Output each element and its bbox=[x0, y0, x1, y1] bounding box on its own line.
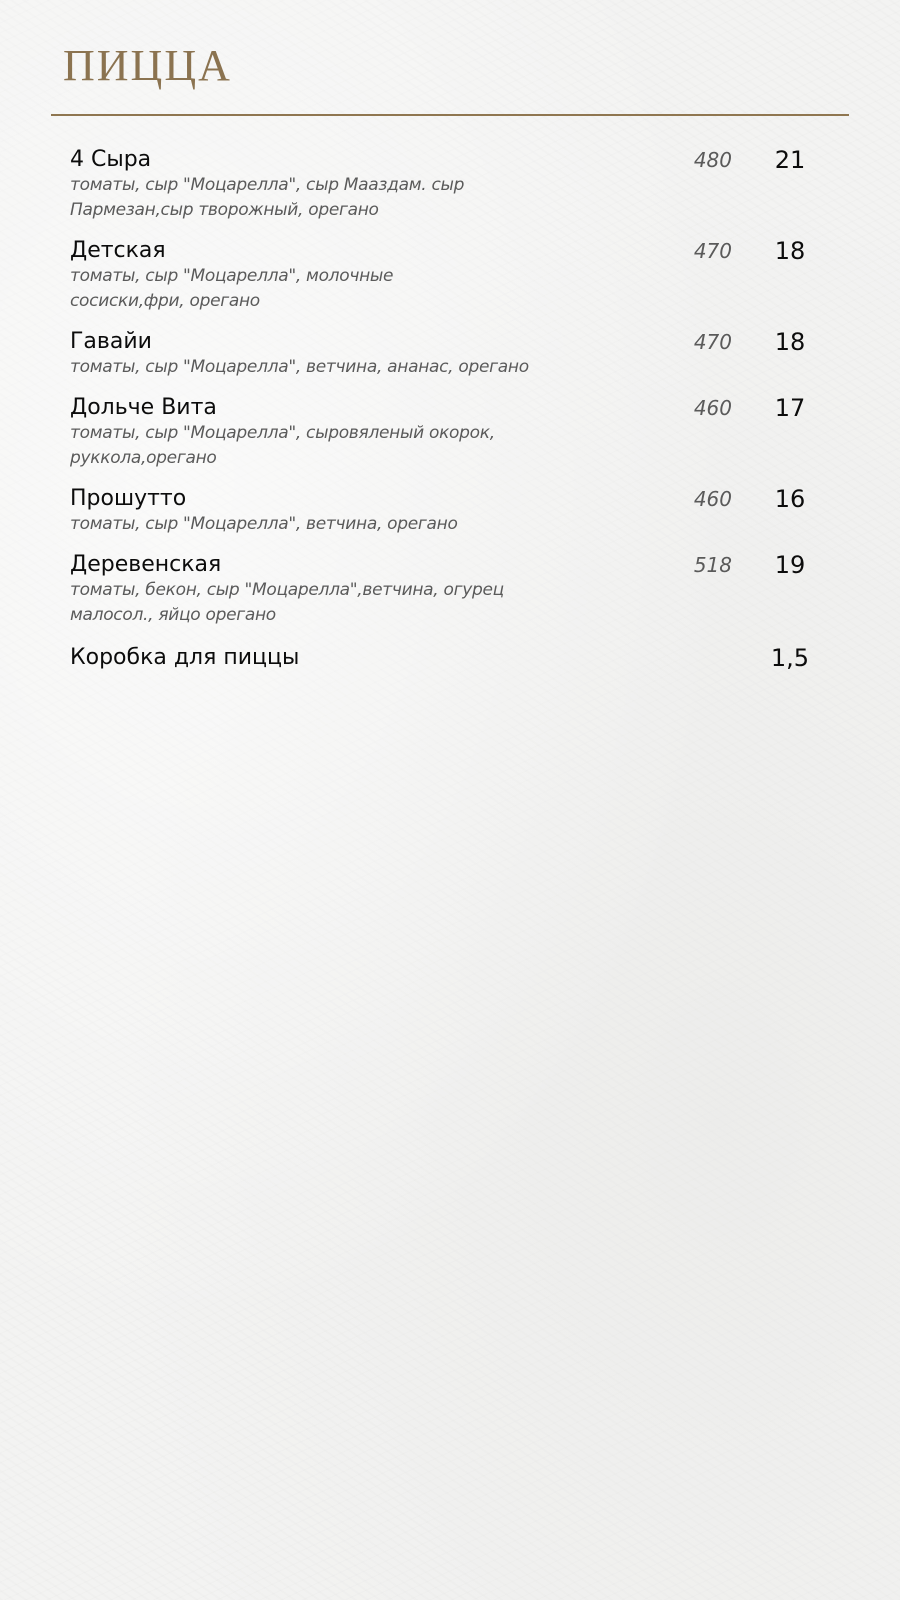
item-name: Дольче Вита bbox=[70, 395, 217, 420]
title-divider bbox=[51, 114, 849, 116]
item-name: Детская bbox=[70, 238, 166, 263]
item-description: томаты, бекон, сыр "Моцарелла",ветчина, огурец малосол., яйцо орегано bbox=[70, 580, 504, 625]
item-description: томаты, сыр "Моцарелла", сыровяленый окорок, руккола,орегано bbox=[70, 423, 495, 468]
item-description: томаты, сыр "Моцарелла", ветчина, орегано bbox=[70, 514, 458, 534]
item-description: томаты, сыр "Моцарелла", сыр Мааздам. сыр Пармезан,сыр творожный, орегано bbox=[70, 175, 465, 220]
item-name: 4 Сыра bbox=[70, 147, 152, 172]
item-price: 17 bbox=[774, 394, 806, 422]
menu-item bbox=[70, 485, 840, 537]
menu-item bbox=[70, 551, 840, 628]
item-price: 16 bbox=[774, 485, 806, 513]
page-title: ПИЦЦА bbox=[63, 41, 232, 90]
item-price: 1,5 bbox=[770, 644, 810, 672]
pizza-box-item bbox=[70, 644, 840, 671]
item-weight: 470 bbox=[693, 330, 732, 354]
menu-item bbox=[70, 146, 840, 223]
item-weight: 460 bbox=[693, 487, 732, 511]
item-price: 19 bbox=[774, 551, 806, 579]
item-weight: 480 bbox=[693, 148, 732, 172]
menu-item bbox=[70, 328, 840, 380]
item-description: томаты, сыр "Моцарелла", молочные сосиски,фри, орегано bbox=[70, 266, 394, 311]
item-name: Коробка для пиццы bbox=[70, 645, 300, 670]
item-name: Прошутто bbox=[70, 486, 187, 511]
item-description: томаты, сыр "Моцарелла", ветчина, ананас, орегано bbox=[70, 357, 529, 377]
item-price: 18 bbox=[774, 328, 806, 356]
item-price: 21 bbox=[774, 146, 806, 174]
item-weight: 460 bbox=[693, 396, 732, 420]
item-weight: 470 bbox=[693, 239, 732, 263]
item-weight: 518 bbox=[693, 553, 732, 577]
item-price: 18 bbox=[774, 237, 806, 265]
menu-item bbox=[70, 237, 840, 314]
item-name: Гавайи bbox=[70, 329, 152, 354]
menu-list bbox=[70, 146, 840, 685]
menu-item bbox=[70, 394, 840, 471]
item-name: Деревенская bbox=[70, 552, 222, 577]
